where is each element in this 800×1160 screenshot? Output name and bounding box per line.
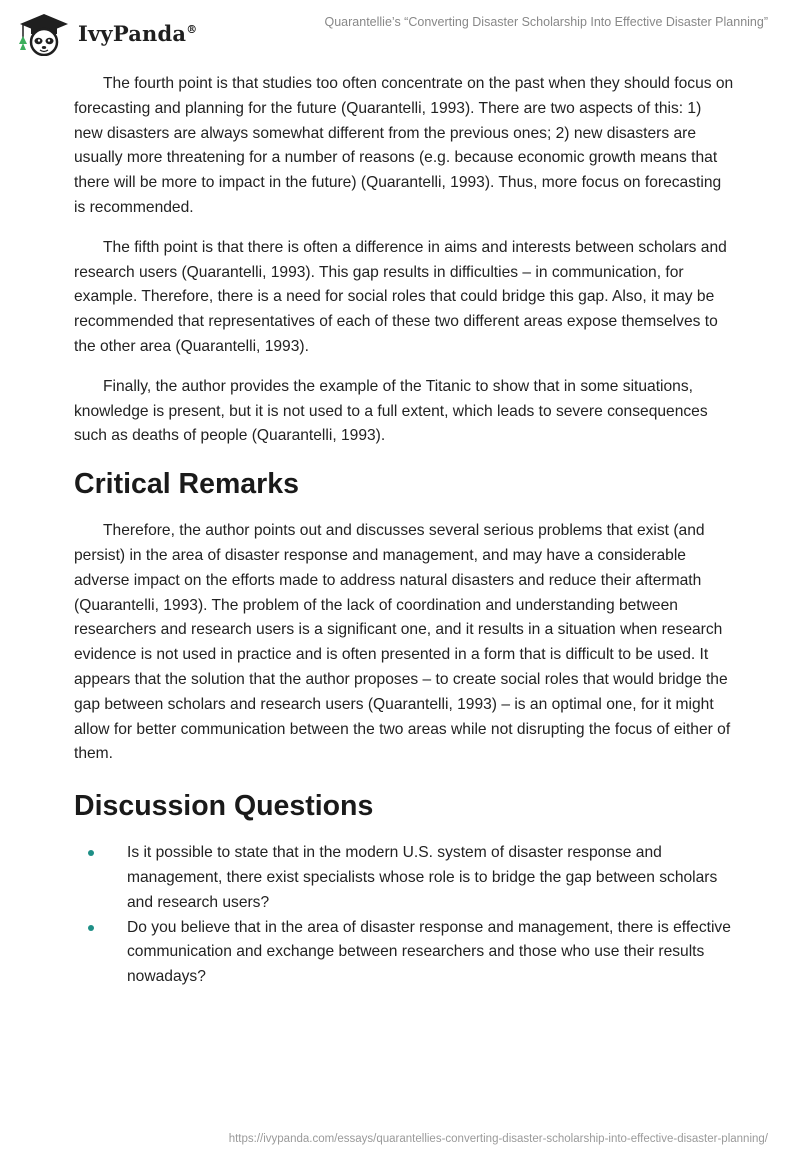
paragraph-fifth-point: The fifth point is that there is often a difference in aims and interests between scholars and research users (Quarantelli, 1993). This gap results in difficulties – in communication, for example. Therefore, there is a need for social roles that could bridge this gap. Also, it may be recommended that representatives of each of these two different areas expose themselves to the other area (Quarantelli, 1993). [74, 238, 727, 355]
essay-content [74, 72, 734, 990]
source-url[interactable]: https://ivypanda.com/essays/quarantellies-converting-disaster-scholarship-into-effective-disaster-planning/ [228, 1133, 768, 1145]
list-item [74, 841, 734, 915]
bullet-icon [88, 925, 94, 931]
heading-critical-remarks: Critical Remarks [74, 468, 299, 501]
list-item [74, 916, 734, 990]
question-text: Is it possible to state that in the modern U.S. system of disaster response and management, there exist specialists whose role is to bridge the gap between scholars and research users? [127, 844, 718, 911]
heading-discussion-questions: Discussion Questions [74, 790, 374, 823]
ivypanda-logo[interactable] [14, 10, 197, 56]
brand-name: IvyPanda® [78, 20, 198, 46]
page-header [0, 0, 800, 64]
paragraph-fourth-point: The fourth point is that studies too often concentrate on the past when they should focus on forecasting and planning for the future (Quarantelli, 1993). There are two aspects of this: 1) new disasters are always somewhat different from the previous ones; 2) new disasters are usually more threatening for a number of reasons (e.g. because economic growth means that there will be more to impact in the future) (Quarantelli, 1993). Thus, more focus on forecasting is recommended. [74, 75, 734, 216]
question-text: Do you believe that in the area of disaster response and management, there is effective communication and exchange between researchers and those who use their results nowadays? [127, 918, 731, 986]
document-title: Quarantellie’s “Converting Disaster Scholarship Into Effective Disaster Planning” [324, 15, 768, 29]
bullet-icon [88, 850, 94, 856]
discussion-questions-list [74, 841, 734, 990]
paragraph-critical-remarks: Therefore, the author points out and discusses several serious problems that exist (and persist) in the area of disaster response and management, and may have a considerable adverse impact on the efforts made to address natural disasters and reduce their aftermath (Quarantelli, 1993). The problem of the lack of coordination and understanding between researchers and research users is a significant one, and it results in a situation when research evidence is not used in practice and is often presented in a form that is difficult to be used. It appears that the solution that the author proposes – to create social roles that would bridge the gap between scholars and research users (Quarantelli, 1993) – is an optimal one, for it might allow for better communication between the two areas while not disrupting the focus of either of them. [74, 522, 731, 763]
panda-graduate-icon [14, 10, 72, 56]
paragraph-titanic-example: Finally, the author provides the example of the Titanic to show that in some situations, knowledge is present, but it is not used to a full extent, which leads to severe consequences such as deaths of people (Quarantelli, 1993). [74, 377, 708, 445]
